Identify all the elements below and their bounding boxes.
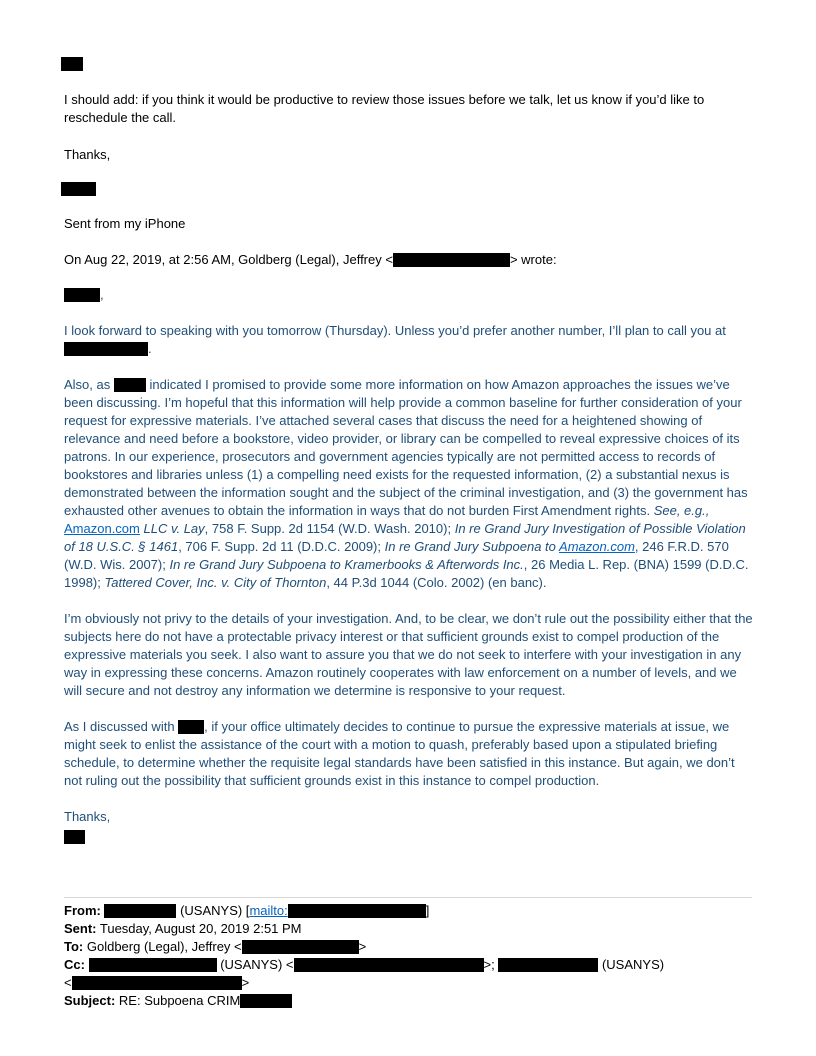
cc-label: Cc: xyxy=(64,957,85,972)
salutation-comma: , xyxy=(100,287,104,302)
header-cc xyxy=(64,956,764,974)
redacted-email xyxy=(393,253,510,267)
mailto-link[interactable]: mailto: xyxy=(249,903,288,918)
amazon-link-2[interactable]: Amazon.com xyxy=(559,539,635,554)
cite-4-case: In re Grand Jury Subpoena to Kramerbooks & Afterwords Inc. xyxy=(169,557,524,572)
cite-4-reporter: , 26 Media L. Rep. (BNA) 1599 (D.D.C. 1998); xyxy=(64,557,749,590)
redacted-recipient xyxy=(64,288,100,302)
sent-label: Sent: xyxy=(64,921,97,936)
cc2-start: < xyxy=(64,975,72,990)
redacted-phone xyxy=(64,342,148,356)
cite-1-reporter: , 758 F. Supp. 2d 1154 (W.D. Wash. 2010); xyxy=(204,521,455,536)
redacted-case-number xyxy=(240,994,292,1008)
redacted-sender-email xyxy=(288,904,426,918)
header-subject xyxy=(64,992,764,1010)
reply-intro-post: > wrote: xyxy=(509,252,557,267)
cite-2-reporter: , 706 F. Supp. 2d 11 (D.D.C. 2009); xyxy=(178,539,385,554)
redacted-name-top xyxy=(61,57,83,71)
thanks-1: Thanks, xyxy=(64,147,111,162)
quoted-paragraph-2 xyxy=(64,376,754,592)
header-divider xyxy=(64,897,752,898)
from-end: ] xyxy=(425,903,430,918)
sent-value: Tuesday, August 20, 2019 2:51 PM xyxy=(96,921,302,936)
to-value: Goldberg (Legal), Jeffrey < xyxy=(83,939,242,954)
p4-text-a: As I discussed with xyxy=(64,719,179,734)
p1-end: . xyxy=(148,341,152,356)
cite-2-case: In re Grand Jury Investigation of Possible Violation of 18 U.S.C. § 1461 xyxy=(64,521,746,554)
p2-text-b: indicated I promised to provide some more information on how Amazon approaches the issues we’ve been discussing. I’m hopeful that this information will help provide a common baseline for further consideration of your request for expressive materials. I’ve attached several cases that discuss the need for a heightened showing of relevance and need before a bookstore, video provider, or library can be compelled to reveal expressive choices of its patrons. In our experience, prosecutors and government agencies typically are not permitted access to records of bookstores and libraries unless (1) a compelling need exists for the requested information, (2) a substantial nexus is demonstrated between the information sought and the subject of the criminal investigation, and (3) the government has exhausted other avenues to obtain the information in ways that do not burden First Amendment rights. xyxy=(64,377,748,518)
header-cc-line2 xyxy=(64,974,764,992)
to-end: > xyxy=(358,939,367,954)
quoted-paragraph-3: I’m obviously not privy to the details of your investigation. And, to be clear, we don’t rule out the possibility either that the subjects here do not have a protectable privacy interest or that sufficient grounds exist to compel production of the expressive materials you seek. I also want to assure you that we do not seek to interfere with your investigation in any way in expressing these concerns. Amazon routinely cooperates with law enforcement on a number of levels, and we will secure and not destroy any information we determine is responsive to your request. xyxy=(64,611,753,698)
redacted-signature xyxy=(61,182,96,196)
header-to xyxy=(64,938,764,956)
redacted-name-p4 xyxy=(178,720,204,734)
cite-see: See, e.g., xyxy=(653,503,710,518)
p4-text-b: , if your office ultimately decides to continue to pursue the expressive materials at issue, we might seek to enlist the assistance of the court with a motion to quash, preferably based upon a stipulated briefing schedule, to determine whether the requisite legal standards have been satisfied in this instance. But again, we don’t not ruling out the possibility that sufficient grounds exist in this instance to compel production. xyxy=(64,719,735,788)
from-label: From: xyxy=(64,903,101,918)
quoted-message xyxy=(64,286,754,846)
reply-intro xyxy=(64,251,764,269)
redacted-name-p2 xyxy=(114,378,146,392)
p1-text: I look forward to speaking with you tomorrow (Thursday). Unless you’d prefer another number, I’ll plan to call you at xyxy=(64,323,726,338)
reply-intro-pre: On Aug 22, 2019, at 2:56 AM, Goldberg (Legal), Jeffrey < xyxy=(64,252,393,267)
redacted-cc-email-1 xyxy=(294,958,484,972)
redacted-cc-1 xyxy=(89,958,217,972)
cc-org-2: (USANYS) xyxy=(598,957,665,972)
cite-5-case: Tattered Cover, Inc. v. City of Thornton xyxy=(104,575,327,590)
cite-5-reporter: , 44 P.3d 1044 (Colo. 2002) (en banc). xyxy=(326,575,547,590)
header-from xyxy=(64,902,764,920)
redacted-cc-email-2 xyxy=(72,976,242,990)
redacted-cc-2 xyxy=(498,958,598,972)
redacted-to-email xyxy=(242,940,359,954)
cc-sep: >; xyxy=(483,957,499,972)
sent-from-iphone: Sent from my iPhone xyxy=(64,216,186,231)
subject-value: RE: Subpoena CRIM xyxy=(115,993,241,1008)
cc2-end: > xyxy=(241,975,250,990)
to-label: To: xyxy=(64,939,84,954)
redacted-sender xyxy=(104,904,176,918)
header-sent xyxy=(64,920,764,938)
cite-3-case: In re Grand Jury Subpoena to xyxy=(384,539,560,554)
subject-label: Subject: xyxy=(64,993,116,1008)
cc-org-1: (USANYS) < xyxy=(216,957,294,972)
p2-text-a: Also, as xyxy=(64,377,114,392)
quoted-salutation xyxy=(64,286,754,304)
quoted-paragraph-1 xyxy=(64,322,754,358)
cite-3-reporter: , 246 F.R.D. 570 (W.D. Wis. 2007); xyxy=(64,539,729,572)
from-org: (USANYS) [ xyxy=(176,903,250,918)
amazon-link-1[interactable]: Amazon.com xyxy=(64,521,140,536)
quoted-thanks: Thanks, xyxy=(64,808,754,846)
redacted-signoff xyxy=(64,830,85,844)
email-header xyxy=(64,902,764,1010)
top-note: I should add: if you think it would be productive to review those issues before we talk, let us know if you’d like to reschedule the call. xyxy=(64,92,705,125)
cite-1-case: LLC v. Lay xyxy=(139,521,205,536)
quoted-paragraph-4 xyxy=(64,718,754,790)
